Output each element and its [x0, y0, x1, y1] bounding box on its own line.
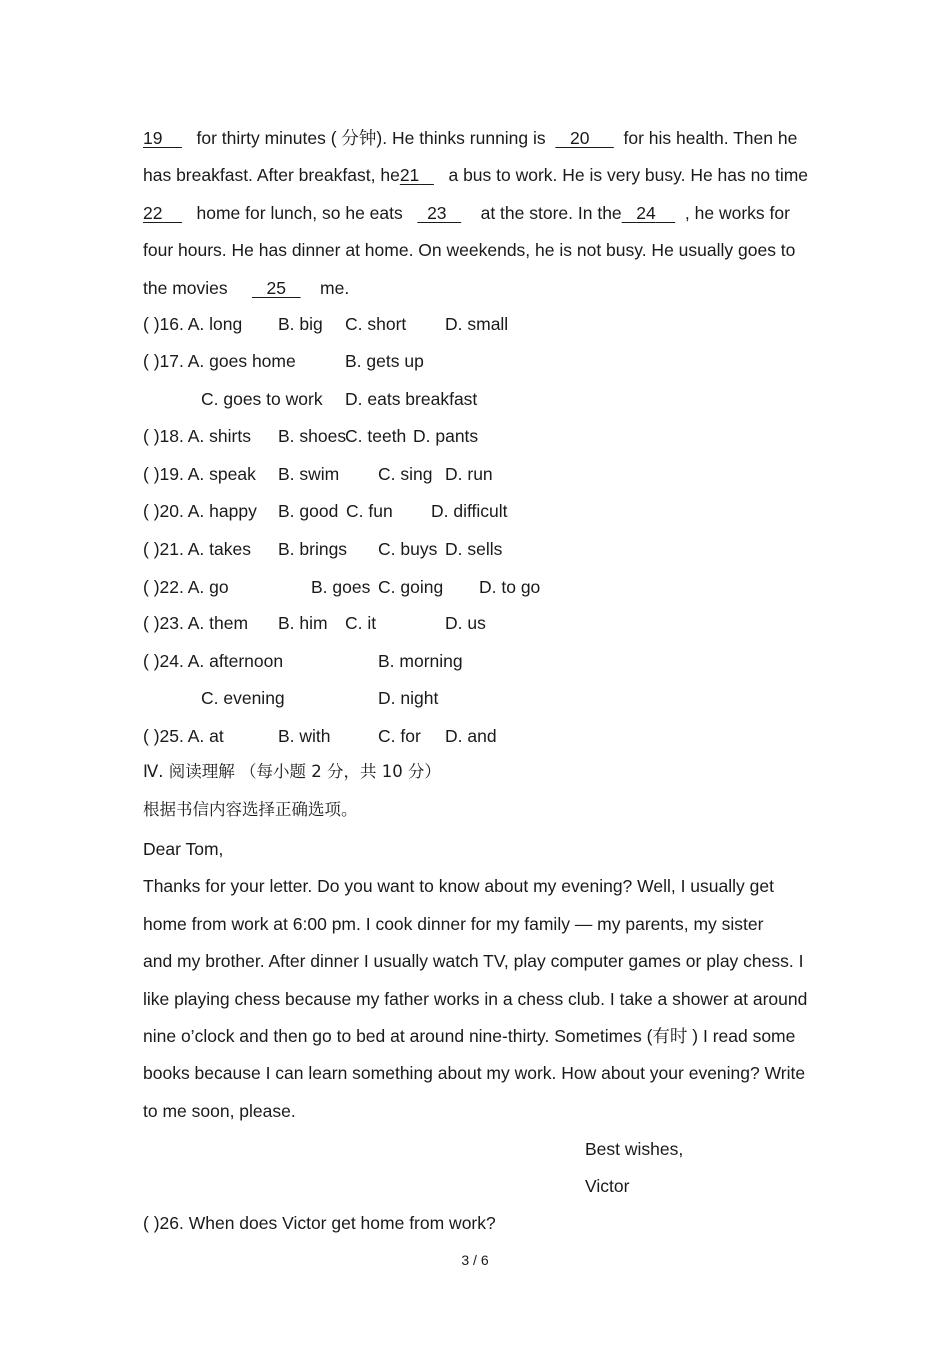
question-25: ( )25. A. at	[143, 726, 224, 746]
question-24: ( )24. A. afternoon	[143, 651, 284, 671]
blank-24: 24	[636, 203, 656, 223]
option-c: C. teeth	[345, 426, 407, 446]
letter-greeting: Dear Tom,	[143, 839, 224, 859]
letter-line: to me soon, please.	[143, 1101, 296, 1121]
section-instruction: 根据书信内容选择正确选项。	[143, 800, 358, 819]
passage-text: the movies	[143, 278, 228, 298]
option-b: B. big	[278, 314, 323, 334]
question-19: ( )19. A. speak	[143, 464, 256, 484]
question-16: ( )16. A. long	[143, 314, 243, 334]
letter-line: Thanks for your letter. Do you want to know about my evening? Well, I usually get	[143, 876, 774, 896]
letter-closing: Best wishes,	[585, 1139, 684, 1159]
page-number: 3 / 6	[461, 1252, 489, 1268]
passage-text: for thirty minutes ( 分钟). He thinks running is	[196, 128, 546, 148]
option-d: D. run	[445, 464, 493, 484]
option-c: C. sing	[378, 464, 433, 484]
blank-23-underline	[417, 203, 461, 223]
option-d: D. and	[445, 726, 497, 746]
blank-19: 19	[143, 128, 163, 148]
option-d: D. to go	[479, 577, 541, 597]
option-d: D. night	[378, 688, 439, 708]
blank-22: 22	[143, 203, 163, 223]
option-c: C. short	[345, 314, 407, 334]
blank-20-underline	[555, 128, 613, 148]
question-22: ( )22. A. go	[143, 577, 229, 597]
option-c: C. it	[345, 613, 377, 633]
option-b: B. him	[278, 613, 328, 633]
letter-line: books because I can learn something about my work. How about your evening? Write	[143, 1063, 806, 1083]
option-b: B. with	[278, 726, 331, 746]
option-d: D. eats breakfast	[345, 389, 478, 409]
blank-24-underline	[622, 203, 676, 223]
letter-signature: Victor	[585, 1176, 630, 1196]
question-26: ( )26. When does Victor get home from work?	[143, 1213, 496, 1233]
option-c: C. buys	[378, 539, 438, 559]
option-d: D. difficult	[431, 501, 508, 521]
option-d: D. pants	[413, 426, 479, 446]
blank-25: 25	[266, 278, 286, 298]
passage-line-5	[143, 277, 349, 299]
passage-line-2	[143, 164, 808, 186]
passage-text: , he works for	[684, 203, 790, 223]
letter-line: like playing chess because my father works in a chess club. I take a shower at around	[143, 989, 808, 1009]
passage-text: home for lunch, so he eats	[196, 203, 403, 223]
section-heading: Ⅳ. 阅读理解 （每小题 2 分，共 10 分）	[143, 762, 441, 781]
option-b: B. swim	[278, 464, 340, 484]
option-b: B. goes	[311, 577, 371, 597]
passage-text: has breakfast. After breakfast, he	[143, 165, 400, 185]
option-b: B. morning	[378, 651, 463, 671]
option-b: B. good	[278, 501, 339, 521]
passage-line-1	[143, 127, 797, 149]
letter-line: nine o’clock and then go to bed at around nine-thirty. Sometimes (有时 ) I read some	[143, 1026, 796, 1046]
blank-19-underline	[162, 128, 181, 148]
option-c: C. goes to work	[201, 389, 323, 409]
blank-23: 23	[427, 203, 447, 223]
letter-line: and my brother. After dinner I usually watch TV, play computer games or play chess. I	[143, 951, 804, 971]
passage-line-4: four hours. He has dinner at home. On weekends, he is not busy. He usually goes to	[143, 240, 796, 260]
blank-21: 21	[399, 165, 420, 185]
passage-text: for his health. Then he	[623, 128, 798, 148]
letter-line: home from work at 6:00 pm. I cook dinner for my family — my parents, my sister	[143, 914, 764, 934]
question-23: ( )23. A. them	[143, 613, 249, 633]
passage-text: me.	[320, 278, 350, 298]
option-c: C. fun	[346, 501, 393, 521]
blank-22-underline	[143, 203, 182, 223]
option-d: D. small	[445, 314, 509, 334]
question-21: ( )21. A. takes	[143, 539, 251, 559]
blank-20: 20	[569, 128, 590, 148]
option-b: B. gets up	[345, 351, 424, 371]
passage-line-3	[143, 202, 790, 224]
option-c: C. evening	[201, 688, 285, 708]
option-c: C. for	[378, 726, 421, 746]
option-b: B. shoes	[278, 426, 347, 446]
question-20: ( )20. A. happy	[143, 501, 257, 521]
blank-25-underline	[252, 278, 301, 298]
blank-21-underline	[400, 165, 434, 185]
option-c: C. going	[378, 577, 444, 597]
passage-text: at the store. In the	[480, 203, 622, 223]
option-b: B. brings	[278, 539, 348, 559]
option-d: D. sells	[445, 539, 503, 559]
passage-text: a bus to work. He is very busy. He has no time	[448, 165, 809, 185]
question-18: ( )18. A. shirts	[143, 426, 251, 446]
question-17: ( )17. A. goes home	[143, 351, 296, 371]
option-d: D. us	[445, 613, 486, 633]
